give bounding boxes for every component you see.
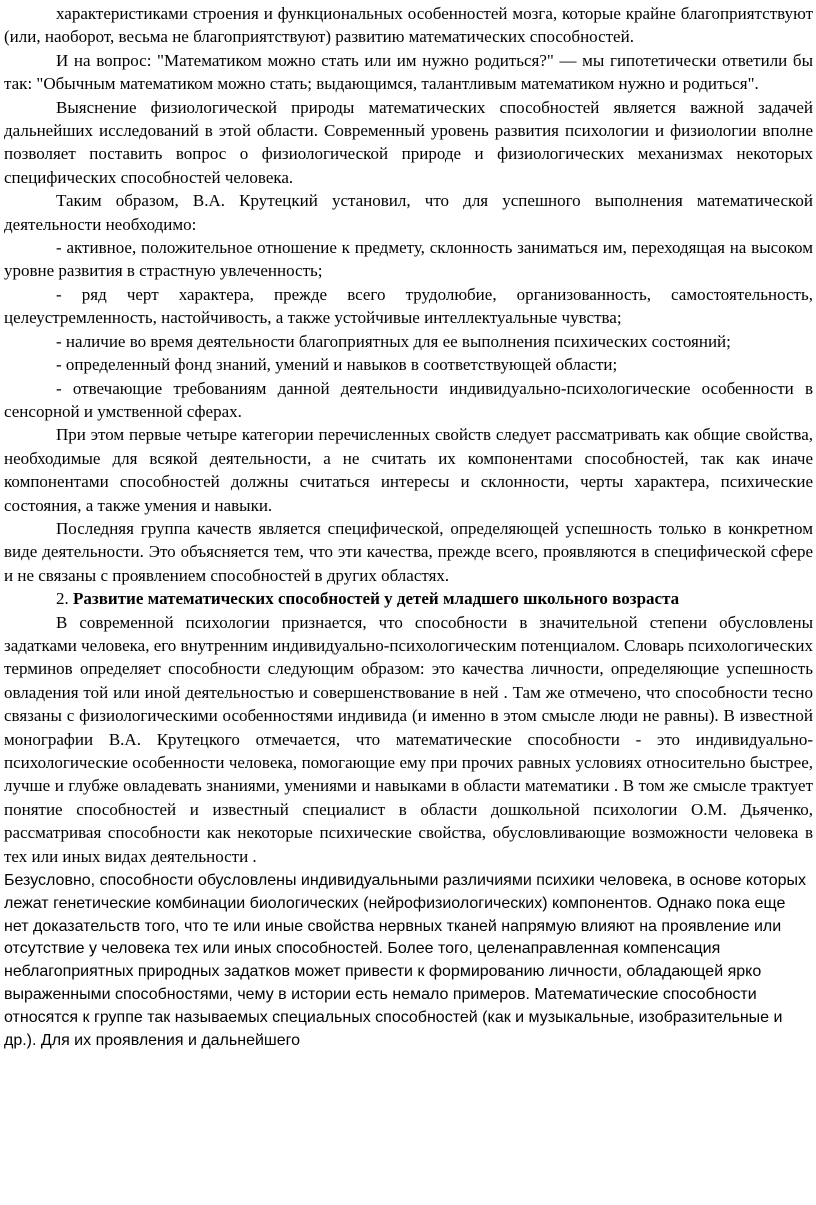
section-title: Развитие математических способностей у детей младшего школьного возраста [73,589,680,609]
list-item-character: - ряд черт характера, прежде всего трудолюбие, организованность, самостоятельность, целеустремленность, настойчивость, а также устойчивые интеллектуальные чувства; [4,284,813,328]
paragraph-conclusion: Безусловно, способности обусловлены индивидуальными различиями психики человека, в основе которых лежат генетические комбинации биологических (нейрофизиологических) компонентов. Однако пока еще нет доказательств того, что те или иные свойства нервных тканей напрямую влияют на проявление или отсутствие у человека тех или иных способностей. Более того, целенаправленная компенсация неблагоприятных природных задатков может привести к формированию личности, обладающей ярко выраженными способностями, чему в истории есть немало примеров. Математические способности относятся к группе так называемых специальных способностей (как и музыкальные, изобразительные и др.). Для их проявления и дальнейшего [4,872,807,1049]
paragraph-krutetsky: Таким образом, В.А. Крутецкий установил, что для успешного выполнения математической деятельности необходимо: [4,191,813,234]
section-number: 2. [56,589,69,609]
section-heading [4,587,813,610]
paragraph-brain-features: характеристиками строения и функциональных особенностей мозга, которые крайне благоприятствуют (или, наоборот, весьма не благоприятствуют) развитию математических способностей. [4,4,813,47]
list-item-states: - наличие во время деятельности благоприятных для ее выполнения психических состояний; [56,331,731,351]
paragraph-modern-psychology: В современной психологии признается, что способности в значительной степени обусловлены задатками человека, его внутренним индивидуально-психологическим потенциалом. Словарь психологических терминов определяет способности следующим образом: это качества личности, определяющие успешность овладения той или иной деятельностью и совершенствование в ней . Там же отмечено, что способности тесно связаны с физиологическими особенностями индивида (и именно в этом смысле люди не равны). В известной монографии В.А. Крутецкого отмечается, что математические способности - это индивидуально-психологические особенности человека, помогающие ему при прочих равных условиях относительно быстрее, лучше и глубже овладевать знаниями, умениями и навыками в области математики . В том же смысле трактует понятие способностей и известный специалист в области дошкольной психологии О.М. Дьяченко, рассматривая способности как некоторые психические свойства, обусловливающие возможности человека в тех или иных видах деятельности . [4,612,813,866]
paragraph-question: И на вопрос: "Математиком можно стать или им нужно родиться?" — мы гипотетически ответили бы так: "Обычным математиком можно стать; выдающимся, талантливым математиком нужно и родиться". [4,50,813,94]
paragraph-physiology: Выяснение физиологической природы математических способностей является важной задачей дальнейших исследований в этой области. Современный уровень развития психологии и физиологии вполне позволяет поставить вопрос о физиологической природе и физиологических механизмах некоторых специфических способностей человека. [4,97,813,187]
list-item-attitude: - активное, положительное отношение к предмету, склонность заниматься им, переходящая на высоком уровне развития в страстную увлеченность; [4,238,813,281]
paragraph-last-group: Последняя группа качеств является специфической, определяющей успешность только в конкретном виде деятельности. Это объясняется тем, что эти качества, прежде всего, проявляются в специфической сфере и не связаны с проявлением способностей в других областях. [4,518,813,585]
list-item-features: - отвечающие требованиям данной деятельности индивидуально-психологические особенности в сенсорной и умственной сферах. [4,378,813,421]
paragraph-categories: При этом первые четыре категории перечисленных свойств следует рассматривать как общие свойства, необходимые для всякой деятельности, а не считать их компонентами способностей, так как иначе компонентами способностей должны считаться интересы и склонности, черты характера, психические состояния, а также умения и навыки. [4,425,813,515]
list-item-knowledge: - определенный фонд знаний, умений и навыков в соответствующей области; [56,355,618,375]
